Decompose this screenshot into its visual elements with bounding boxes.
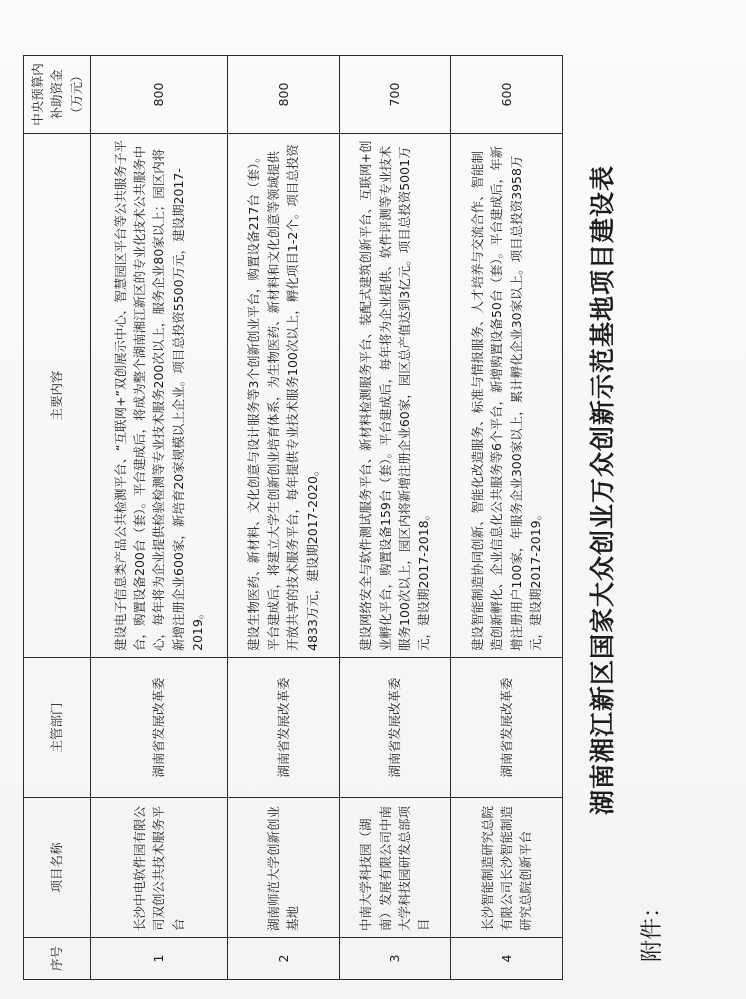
cell-name: 湖南师范大学创新创业基地 — [227, 798, 339, 938]
cell-no: 4 — [451, 938, 563, 980]
header-funding: 中央预算内补助资金（万元） — [24, 56, 91, 134]
cell-dept: 湖南省发展改革委 — [91, 658, 228, 798]
table-header-row — [24, 56, 91, 980]
cell-content: 建设网络安全与软件测试服务平台、新材料检测服务平台、装配式建筑创新平台、互联网+创业孵化平台，购置设备159台（套）。平台建成后，每年将为企业提供、软件评测等专业技术服务100次以上，园区内将新增注册企业60家，园区总产值达到3亿元。项目总投资5001万元，建设期2017-2018。 — [339, 134, 451, 658]
cell-no: 2 — [227, 938, 339, 980]
cell-dept: 湖南省发展改革委 — [227, 658, 339, 798]
cell-dept: 湖南省发展改革委 — [339, 658, 451, 798]
cell-funding: 800 — [91, 56, 228, 134]
attachment-label: 附件： — [640, 895, 665, 962]
cell-content: 建设生物医药、新材料、文化创意与设计服务等3个创新创业平台，购置设备217台（套）。平台建成后，将建立大学生创新创业培育体系，为生物医药、新材料和文化创意等领域提供开放共享的技术服务平台，每年提供专业技术服务100次以上，孵化项目1-2个。项目总投资4833万元，建设期2017-2020。 — [227, 134, 339, 658]
header-content: 主要内容 — [24, 134, 91, 658]
cell-dept: 湖南省发展改革委 — [451, 658, 563, 798]
header-no: 序号 — [24, 938, 91, 980]
table-row — [227, 56, 339, 980]
cell-name: 中南大学科技园（湖南）发展有限公司中南大学科技园研发总部项目 — [339, 798, 451, 938]
cell-name: 长沙中电软件园有限公司双创公共技术服务平台 — [91, 798, 228, 938]
cell-no: 1 — [91, 938, 228, 980]
cell-name: 长沙智能制造研究总院有限公司长沙智能制造研究总院创新平台 — [451, 798, 563, 938]
project-table — [23, 55, 563, 980]
table-row — [91, 56, 228, 980]
cell-funding: 600 — [451, 56, 563, 134]
cell-funding: 800 — [227, 56, 339, 134]
table-row — [339, 56, 451, 980]
header-dept: 主管部门 — [24, 658, 91, 798]
table-row — [451, 56, 563, 980]
header-name: 项目名称 — [24, 798, 91, 938]
cell-no: 3 — [339, 938, 451, 980]
rotated-document — [23, 20, 723, 980]
document-title: 湖南湘江新区国家大众创业万众创新示范基地项目建设表 — [588, 165, 617, 816]
cell-funding: 700 — [339, 56, 451, 134]
cell-content: 建设电子信息类产品公共检测平台、“互联网+”双创展示中心、智慧园区平台等公共服务子平台，购置设备200台（套）。平台建成后，将成为整个湖南湘江新区的专业化技术公共服务中心，每年将为企业提供检验检测等专业技术服务200次以上，服务企业80家以上；园区内将新增注册企业600家，新培育20家规模以上企业。项目总投资5500万元，建设期2017-2019。 — [91, 134, 228, 658]
cell-content: 建设智能制造协同创新、智能化改造服务、标准与情报服务、人才培养与交流合作、智能制造创新孵化、企业信息化公共服务等6个平台，新增购置设备50台（套）。平台建成后，年新增注册用户100家，年服务企业300家以上，累计孵化企业30家以上。项目总投资3958万元，建设期2017-2019。 — [451, 134, 563, 658]
